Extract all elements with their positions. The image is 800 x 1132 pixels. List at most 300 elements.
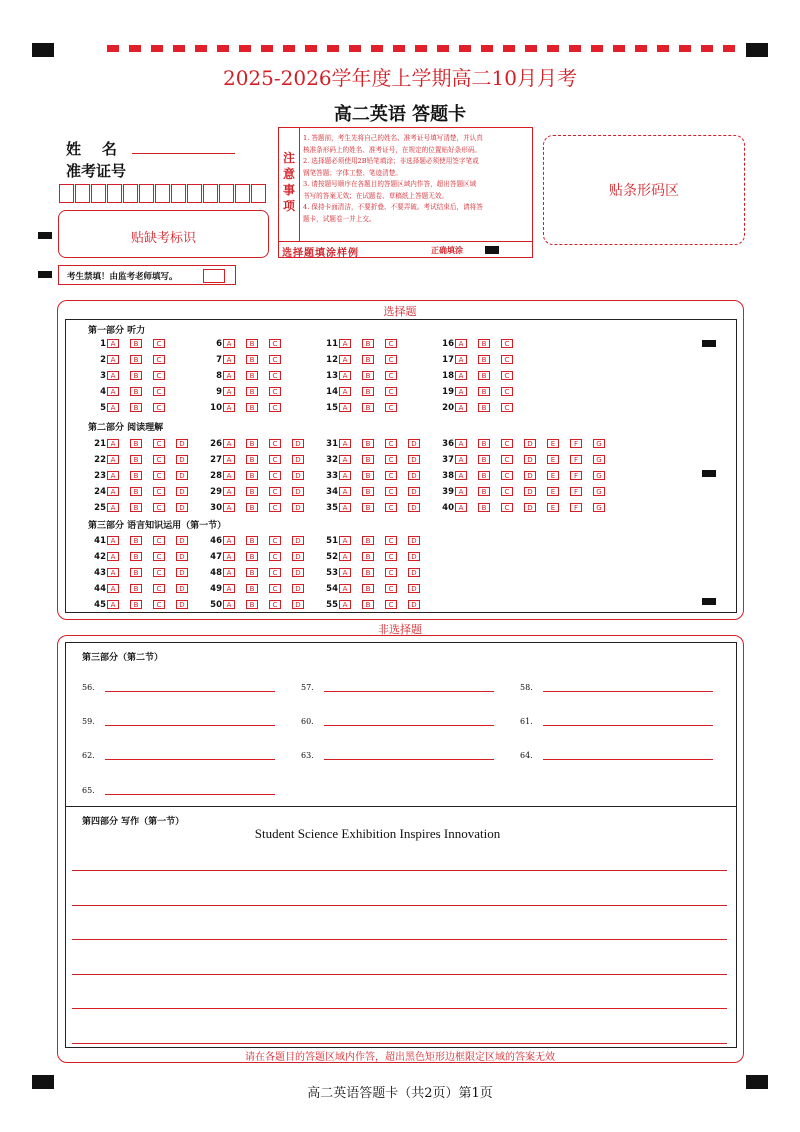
blank-answer-line[interactable]	[324, 682, 494, 692]
answer-bubble-b[interactable]: B	[130, 439, 142, 448]
question-row	[86, 486, 199, 497]
answer-bubble-d[interactable]: D	[176, 600, 188, 609]
answer-bubble-c[interactable]: C	[269, 339, 281, 348]
answer-bubble-d[interactable]: D	[292, 600, 304, 609]
answer-bubble-a[interactable]: A	[107, 568, 119, 577]
timing-mark	[38, 232, 52, 239]
blank-number: 59.	[82, 717, 95, 726]
question-number: 28	[210, 470, 222, 481]
question-row	[202, 567, 315, 578]
answer-bubble-a[interactable]: A	[107, 455, 119, 464]
question-number: 12	[326, 354, 338, 365]
blank-number: 58.	[520, 683, 533, 692]
answer-bubble-c[interactable]: C	[501, 455, 513, 464]
answer-bubble-a[interactable]: A	[223, 536, 235, 545]
answer-bubble-f[interactable]: F	[570, 487, 582, 496]
answer-bubble-c[interactable]: C	[385, 503, 397, 512]
answer-bubble-a[interactable]: A	[223, 471, 235, 480]
blank-answer-line[interactable]	[105, 785, 275, 795]
question-row	[202, 338, 292, 349]
blank-number: 62.	[82, 751, 95, 760]
writing-line[interactable]	[72, 1043, 727, 1044]
answer-bubble-c[interactable]: C	[269, 471, 281, 480]
answer-bubble-b[interactable]: B	[130, 552, 142, 561]
question-row	[318, 599, 431, 610]
answer-bubble-d[interactable]: D	[176, 503, 188, 512]
blank-answer-line[interactable]	[105, 716, 275, 726]
answer-bubble-b[interactable]: B	[246, 339, 258, 348]
answer-bubble-b[interactable]: B	[246, 536, 258, 545]
question-number: 32	[326, 454, 338, 465]
answer-bubble-b[interactable]: B	[246, 355, 258, 364]
exam-title: 2025-2026学年度上学期高二10月月考	[222, 66, 577, 90]
answer-bubble-d[interactable]: D	[292, 455, 304, 464]
answer-bubble-a[interactable]: A	[455, 487, 467, 496]
answer-bubble-b[interactable]: B	[362, 503, 374, 512]
blank-row	[301, 750, 494, 760]
question-row	[434, 338, 524, 349]
writing-line[interactable]	[72, 870, 727, 871]
answer-bubble-a[interactable]: A	[107, 403, 119, 412]
answer-bubble-a[interactable]: A	[455, 471, 467, 480]
question-number: 13	[326, 370, 338, 381]
proctor-checkbox[interactable]	[203, 269, 225, 283]
answer-bubble-f[interactable]: F	[570, 439, 582, 448]
corner-mark-top-right	[746, 43, 768, 57]
answer-bubble-c[interactable]: C	[269, 487, 281, 496]
answer-bubble-d[interactable]: D	[408, 600, 420, 609]
answer-bubble-d[interactable]: D	[408, 503, 420, 512]
answer-bubble-a[interactable]: A	[339, 339, 351, 348]
question-row	[318, 438, 431, 449]
question-row	[202, 599, 315, 610]
fill-example-label: 选择题填涂样例	[282, 248, 359, 259]
answer-bubble-c[interactable]: C	[153, 600, 165, 609]
answer-bubble-c[interactable]: C	[501, 339, 513, 348]
answer-bubble-b[interactable]: B	[130, 339, 142, 348]
answer-bubble-d[interactable]: D	[292, 439, 304, 448]
answer-bubble-d[interactable]: D	[176, 487, 188, 496]
answer-bubble-a[interactable]: A	[339, 584, 351, 593]
answer-bubble-c[interactable]: C	[269, 584, 281, 593]
answer-bubble-c[interactable]: C	[501, 403, 513, 412]
question-row	[318, 502, 431, 513]
answer-bubble-a[interactable]: A	[455, 403, 467, 412]
answer-bubble-d[interactable]: D	[176, 552, 188, 561]
blank-answer-line[interactable]	[324, 750, 494, 760]
question-number: 18	[442, 370, 454, 381]
answer-bubble-a[interactable]: A	[107, 584, 119, 593]
answer-bubble-b[interactable]: B	[246, 387, 258, 396]
question-number: 41	[94, 535, 106, 546]
answer-bubble-b[interactable]: B	[362, 387, 374, 396]
question-row	[434, 470, 616, 481]
answer-bubble-c[interactable]: C	[269, 455, 281, 464]
answer-bubble-d[interactable]: D	[292, 487, 304, 496]
answer-bubble-b[interactable]: B	[130, 387, 142, 396]
blank-answer-line[interactable]	[105, 682, 275, 692]
answer-bubble-d[interactable]: D	[408, 568, 420, 577]
answer-bubble-b[interactable]: B	[246, 371, 258, 380]
answer-bubble-a[interactable]: A	[339, 552, 351, 561]
question-number: 35	[326, 502, 338, 513]
answer-bubble-c[interactable]: C	[385, 552, 397, 561]
answer-bubble-a[interactable]: A	[223, 568, 235, 577]
answer-bubble-b[interactable]: B	[478, 487, 490, 496]
answer-bubble-a[interactable]: A	[455, 503, 467, 512]
answer-bubble-c[interactable]: C	[153, 487, 165, 496]
answer-bubble-c[interactable]: C	[153, 387, 165, 396]
question-number: 21	[94, 438, 106, 449]
answer-bubble-d[interactable]: D	[176, 584, 188, 593]
answer-bubble-b[interactable]: B	[362, 536, 374, 545]
blank-answer-line[interactable]	[324, 716, 494, 726]
answer-bubble-a[interactable]: A	[339, 455, 351, 464]
answer-bubble-b[interactable]: B	[478, 455, 490, 464]
answer-bubble-b[interactable]: B	[478, 387, 490, 396]
answer-bubble-a[interactable]: A	[223, 339, 235, 348]
corner-mark-top-left	[32, 43, 54, 57]
answer-bubble-d[interactable]: D	[292, 503, 304, 512]
answer-bubble-c[interactable]: C	[269, 503, 281, 512]
question-number: 33	[326, 470, 338, 481]
question-row	[86, 354, 176, 365]
answer-bubble-a[interactable]: A	[223, 403, 235, 412]
answer-bubble-f[interactable]: F	[570, 503, 582, 512]
answer-bubble-a[interactable]: A	[107, 552, 119, 561]
question-number: 11	[326, 338, 338, 349]
answer-bubble-a[interactable]: A	[455, 455, 467, 464]
question-number: 46	[210, 535, 222, 546]
answer-bubble-b[interactable]: B	[246, 455, 258, 464]
answer-bubble-c[interactable]: C	[385, 487, 397, 496]
answer-bubble-d[interactable]: D	[408, 536, 420, 545]
answer-bubble-b[interactable]: B	[362, 355, 374, 364]
answer-bubble-c[interactable]: C	[501, 387, 513, 396]
answer-bubble-b[interactable]: B	[130, 503, 142, 512]
answer-bubble-d[interactable]: D	[176, 536, 188, 545]
answer-bubble-b[interactable]: B	[246, 600, 258, 609]
blank-answer-line[interactable]	[543, 682, 713, 692]
answer-bubble-g[interactable]: G	[593, 439, 605, 448]
answer-bubble-c[interactable]: C	[269, 403, 281, 412]
blank-number: 61.	[520, 717, 533, 726]
answer-bubble-c[interactable]: C	[153, 371, 165, 380]
answer-bubble-b[interactable]: B	[362, 439, 374, 448]
answer-bubble-e[interactable]: E	[547, 503, 559, 512]
answer-bubble-a[interactable]: A	[223, 355, 235, 364]
answer-bubble-a[interactable]: A	[339, 371, 351, 380]
answer-bubble-d[interactable]: D	[524, 503, 536, 512]
question-row	[86, 551, 199, 562]
answer-bubble-c[interactable]: C	[153, 471, 165, 480]
blank-answer-line[interactable]	[105, 750, 275, 760]
notice-heading: 注 意 事 项	[282, 151, 295, 213]
question-number: 17	[442, 354, 454, 365]
answer-bubble-a[interactable]: A	[107, 503, 119, 512]
answer-bubble-a[interactable]: A	[339, 471, 351, 480]
answer-bubble-c[interactable]: C	[269, 439, 281, 448]
blank-answer-line[interactable]	[543, 716, 713, 726]
answer-bubble-b[interactable]: B	[246, 403, 258, 412]
answer-bubble-a[interactable]: A	[339, 536, 351, 545]
question-row	[434, 386, 524, 397]
answer-bubble-d[interactable]: D	[524, 439, 536, 448]
answer-bubble-a[interactable]: A	[107, 387, 119, 396]
answer-bubble-a[interactable]: A	[339, 355, 351, 364]
answer-bubble-c[interactable]: C	[385, 455, 397, 464]
question-row	[86, 470, 199, 481]
question-row	[318, 535, 431, 546]
question-number: 9	[216, 386, 222, 397]
question-row	[202, 486, 315, 497]
answer-bubble-c[interactable]: C	[153, 503, 165, 512]
answer-bubble-b[interactable]: B	[362, 339, 374, 348]
blank-number: 63.	[301, 751, 314, 760]
answer-bubble-b[interactable]: B	[362, 487, 374, 496]
answer-bubble-d[interactable]: D	[292, 471, 304, 480]
answer-bubble-g[interactable]: G	[593, 455, 605, 464]
answer-bubble-b[interactable]: B	[130, 371, 142, 380]
question-row	[86, 402, 176, 413]
answer-bubble-g[interactable]: G	[593, 503, 605, 512]
answer-bubble-b[interactable]: B	[362, 552, 374, 561]
question-row	[318, 338, 408, 349]
answer-bubble-d[interactable]: D	[524, 471, 536, 480]
question-number: 53	[326, 567, 338, 578]
answer-bubble-d[interactable]: D	[176, 568, 188, 577]
answer-bubble-b[interactable]: B	[130, 584, 142, 593]
answer-bubble-a[interactable]: A	[107, 371, 119, 380]
answer-bubble-d[interactable]: D	[408, 584, 420, 593]
answer-bubble-a[interactable]: A	[339, 503, 351, 512]
answer-bubble-c[interactable]: C	[269, 536, 281, 545]
answer-bubble-a[interactable]: A	[223, 503, 235, 512]
answer-bubble-d[interactable]: D	[524, 455, 536, 464]
answer-bubble-e[interactable]: E	[547, 487, 559, 496]
answer-bubble-a[interactable]: A	[107, 439, 119, 448]
question-number: 16	[442, 338, 454, 349]
answer-bubble-c[interactable]: C	[269, 355, 281, 364]
answer-bubble-b[interactable]: B	[246, 487, 258, 496]
answer-bubble-c[interactable]: C	[501, 503, 513, 512]
answer-bubble-b[interactable]: B	[246, 503, 258, 512]
answer-bubble-g[interactable]: G	[593, 487, 605, 496]
answer-bubble-a[interactable]: A	[107, 339, 119, 348]
question-row	[434, 486, 616, 497]
answer-bubble-b[interactable]: B	[130, 471, 142, 480]
question-number: 5	[100, 402, 106, 413]
answer-bubble-b[interactable]: B	[130, 487, 142, 496]
answer-bubble-b[interactable]: B	[362, 600, 374, 609]
answer-bubble-b[interactable]: B	[130, 355, 142, 364]
answer-bubble-b[interactable]: B	[478, 403, 490, 412]
answer-bubble-d[interactable]: D	[408, 439, 420, 448]
answer-bubble-b[interactable]: B	[130, 536, 142, 545]
answer-bubble-a[interactable]: A	[223, 387, 235, 396]
answer-bubble-e[interactable]: E	[547, 439, 559, 448]
blank-number: 65.	[82, 786, 95, 795]
answer-bubble-b[interactable]: B	[246, 552, 258, 561]
answer-bubble-c[interactable]: C	[269, 568, 281, 577]
answer-bubble-c[interactable]: C	[385, 584, 397, 593]
notice-items: 1. 答题前，考生先将自己的姓名、准考证号填写清楚，并认真 核准条形码上的姓名、准考证号，在规定的位置贴好条形码。 2. 选择题必须使用2B铅笔填涂；非选择题必须使用签字笔或 钢笔答题；字体工整、笔迹清楚。 3. 请按题号顺序在各题目的答题区域内作答，超出答题区域 书写的答案无效；在试题卷、草稿纸上答题无效。 4. 保持卡面清洁，不要折叠、不要弄破。考试结束后，请将答 题卡，试题卷一并上交。	[303, 134, 483, 223]
answer-bubble-d[interactable]: D	[408, 552, 420, 561]
answer-bubble-b[interactable]: B	[246, 439, 258, 448]
answer-bubble-c[interactable]: C	[385, 387, 397, 396]
answer-bubble-a[interactable]: A	[223, 371, 235, 380]
answer-bubble-c[interactable]: C	[269, 387, 281, 396]
answer-bubble-e[interactable]: E	[547, 471, 559, 480]
answer-bubble-a[interactable]: A	[339, 439, 351, 448]
writing-line[interactable]	[72, 905, 727, 906]
answer-bubble-a[interactable]: A	[107, 487, 119, 496]
answer-bubble-c[interactable]: C	[385, 355, 397, 364]
answer-bubble-a[interactable]: A	[339, 487, 351, 496]
answer-bubble-a[interactable]: A	[455, 339, 467, 348]
question-number: 24	[94, 486, 106, 497]
answer-bubble-c[interactable]: C	[153, 403, 165, 412]
answer-bubble-b[interactable]: B	[130, 600, 142, 609]
answer-bubble-b[interactable]: B	[478, 503, 490, 512]
answer-bubble-b[interactable]: B	[130, 455, 142, 464]
writing-line[interactable]	[72, 1008, 727, 1009]
answer-bubble-c[interactable]: C	[153, 536, 165, 545]
exam-id-boxes[interactable]	[59, 184, 267, 203]
answer-bubble-d[interactable]: D	[292, 536, 304, 545]
answer-bubble-b[interactable]: B	[362, 568, 374, 577]
blank-row	[82, 682, 275, 692]
answer-bubble-d[interactable]: D	[292, 568, 304, 577]
writing-title: Student Science Exhibition Inspires Innovation	[254, 826, 501, 841]
answer-bubble-a[interactable]: A	[339, 568, 351, 577]
answer-bubble-c[interactable]: C	[385, 600, 397, 609]
answer-bubble-b[interactable]: B	[130, 403, 142, 412]
answer-bubble-a[interactable]: A	[455, 439, 467, 448]
answer-bubble-c[interactable]: C	[501, 439, 513, 448]
timing-mark	[38, 271, 52, 278]
name-field[interactable]	[132, 153, 235, 154]
answer-bubble-b[interactable]: B	[362, 371, 374, 380]
answer-bubble-b[interactable]: B	[362, 471, 374, 480]
answer-bubble-c[interactable]: C	[269, 552, 281, 561]
answer-bubble-a[interactable]: A	[223, 584, 235, 593]
answer-bubble-e[interactable]: E	[547, 455, 559, 464]
answer-bubble-c[interactable]: C	[501, 371, 513, 380]
answer-bubble-a[interactable]: A	[455, 355, 467, 364]
answer-bubble-d[interactable]: D	[292, 552, 304, 561]
question-number: 14	[326, 386, 338, 397]
answer-bubble-b[interactable]: B	[246, 568, 258, 577]
answer-bubble-d[interactable]: D	[408, 471, 420, 480]
blank-number: 56.	[82, 683, 95, 692]
answer-bubble-a[interactable]: A	[107, 471, 119, 480]
answer-bubble-c[interactable]: C	[269, 371, 281, 380]
answer-bubble-c[interactable]: C	[153, 568, 165, 577]
question-number: 40	[442, 502, 454, 513]
answer-bubble-c[interactable]: C	[501, 355, 513, 364]
answer-bubble-b[interactable]: B	[246, 584, 258, 593]
answer-bubble-c[interactable]: C	[385, 471, 397, 480]
writing-line[interactable]	[72, 939, 727, 940]
answer-bubble-f[interactable]: F	[570, 455, 582, 464]
answer-bubble-b[interactable]: B	[478, 471, 490, 480]
question-row	[434, 438, 616, 449]
answer-bubble-a[interactable]: A	[107, 600, 119, 609]
answer-bubble-d[interactable]: D	[408, 455, 420, 464]
answer-bubble-a[interactable]: A	[339, 387, 351, 396]
answer-bubble-c[interactable]: C	[153, 584, 165, 593]
answer-bubble-d[interactable]: D	[176, 455, 188, 464]
answer-bubble-c[interactable]: C	[501, 487, 513, 496]
answer-bubble-a[interactable]: A	[339, 600, 351, 609]
answer-bubble-c[interactable]: C	[385, 403, 397, 412]
answer-bubble-b[interactable]: B	[478, 339, 490, 348]
answer-bubble-b[interactable]: B	[478, 439, 490, 448]
answer-bubble-f[interactable]: F	[570, 471, 582, 480]
blank-answer-line[interactable]	[543, 750, 713, 760]
answer-bubble-c[interactable]: C	[385, 371, 397, 380]
answer-bubble-b[interactable]: B	[362, 584, 374, 593]
answer-bubble-d[interactable]: D	[292, 584, 304, 593]
answer-bubble-g[interactable]: G	[593, 471, 605, 480]
answer-bubble-a[interactable]: A	[223, 600, 235, 609]
answer-bubble-b[interactable]: B	[362, 455, 374, 464]
answer-bubble-b[interactable]: B	[478, 371, 490, 380]
answer-bubble-d[interactable]: D	[176, 439, 188, 448]
question-number: 50	[210, 599, 222, 610]
question-number: 22	[94, 454, 106, 465]
answer-bubble-b[interactable]: B	[130, 568, 142, 577]
nonchoice-title: 非选择题	[378, 623, 422, 636]
answer-bubble-d[interactable]: D	[408, 487, 420, 496]
answer-bubble-c[interactable]: C	[385, 439, 397, 448]
question-row	[86, 338, 176, 349]
question-row	[202, 454, 315, 465]
answer-bubble-a[interactable]: A	[455, 387, 467, 396]
blank-row	[82, 750, 275, 760]
answer-bubble-a[interactable]: A	[455, 371, 467, 380]
answer-bubble-a[interactable]: A	[339, 403, 351, 412]
answer-bubble-c[interactable]: C	[153, 552, 165, 561]
answer-bubble-a[interactable]: A	[223, 439, 235, 448]
answer-bubble-c[interactable]: C	[385, 568, 397, 577]
answer-bubble-b[interactable]: B	[246, 471, 258, 480]
answer-bubble-c[interactable]: C	[153, 439, 165, 448]
answer-bubble-c[interactable]: C	[153, 339, 165, 348]
answer-bubble-c[interactable]: C	[153, 355, 165, 364]
answer-bubble-b[interactable]: B	[478, 355, 490, 364]
question-number: 10	[210, 402, 222, 413]
answer-bubble-c[interactable]: C	[385, 536, 397, 545]
answer-bubble-a[interactable]: A	[223, 552, 235, 561]
answer-bubble-a[interactable]: A	[223, 487, 235, 496]
answer-bubble-d[interactable]: D	[524, 487, 536, 496]
question-row	[86, 599, 199, 610]
answer-bubble-d[interactable]: D	[176, 471, 188, 480]
answer-bubble-a[interactable]: A	[107, 536, 119, 545]
answer-bubble-a[interactable]: A	[107, 355, 119, 364]
answer-bubble-c[interactable]: C	[269, 600, 281, 609]
question-number: 20	[442, 402, 454, 413]
question-number: 29	[210, 486, 222, 497]
answer-bubble-a[interactable]: A	[223, 455, 235, 464]
answer-bubble-c[interactable]: C	[153, 455, 165, 464]
answer-bubble-c[interactable]: C	[385, 339, 397, 348]
writing-line[interactable]	[72, 974, 727, 975]
answer-bubble-b[interactable]: B	[362, 403, 374, 412]
answer-bubble-c[interactable]: C	[501, 471, 513, 480]
